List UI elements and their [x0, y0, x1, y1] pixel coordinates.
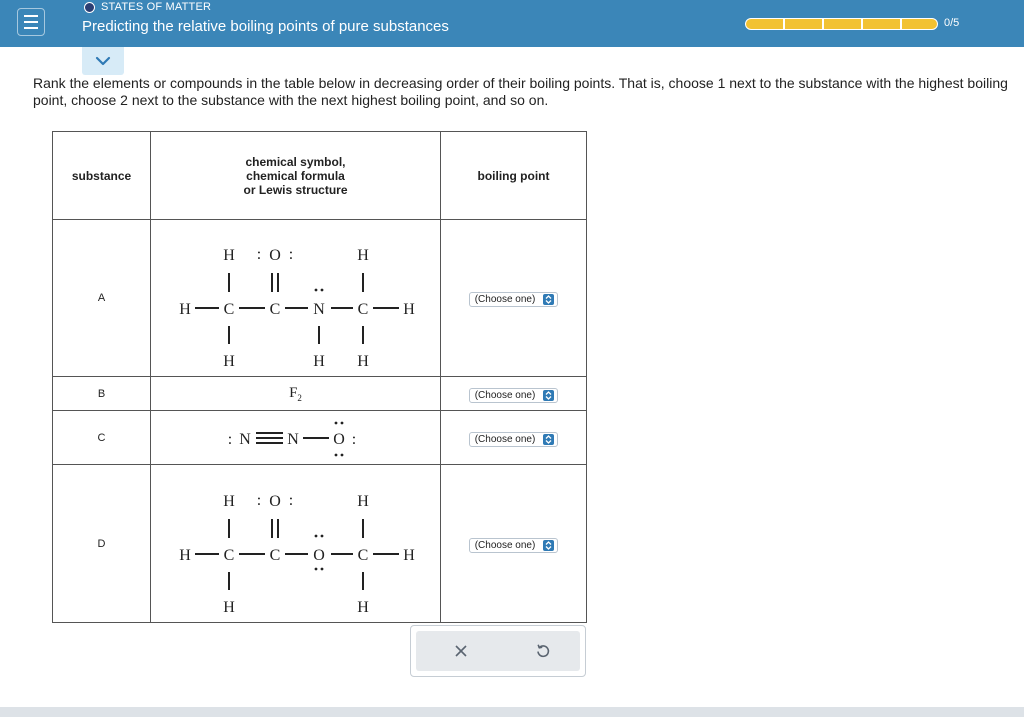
atom-h: H: [356, 492, 369, 510]
select-arrows-icon: [543, 540, 554, 551]
answer-actions: [410, 625, 586, 677]
atom-h: H: [178, 301, 191, 318]
topic-label: [84, 1, 211, 13]
lone-pair: :: [227, 430, 232, 448]
substance-label: B: [53, 377, 151, 411]
lone-pair: :: [288, 246, 293, 263]
select-arrows-icon: [543, 434, 554, 445]
table-header-row: [53, 132, 587, 220]
atom-h: H: [402, 301, 415, 318]
rank-select-b[interactable]: [469, 388, 559, 403]
boiling-point-cell: [441, 465, 587, 623]
select-arrows-icon: [543, 294, 554, 305]
chemical-formula: $F_2$: [289, 385, 302, 403]
atom-h: H: [356, 353, 369, 368]
atom-o: O: [312, 546, 325, 564]
progress-bar: [745, 18, 938, 30]
table-row: [53, 411, 587, 465]
atom-n: N: [312, 301, 325, 318]
table-row: [53, 377, 587, 411]
atom-h: H: [178, 546, 191, 564]
header-boiling-point: boiling point: [441, 132, 587, 220]
lewis-structure-a: [151, 220, 441, 377]
boiling-point-cell: [441, 377, 587, 411]
substance-label: D: [53, 465, 151, 623]
atom-o: O: [268, 247, 281, 264]
atom-n: N: [286, 430, 299, 448]
footer-bar: [0, 707, 1024, 717]
lone-pair: :: [256, 491, 261, 509]
atom-o: O: [268, 492, 281, 510]
select-value: (Choose one): [474, 294, 536, 305]
lone-pair: :: [351, 430, 356, 448]
menu-button[interactable]: [17, 8, 45, 36]
undo-icon: [535, 643, 551, 659]
atom-h: H: [312, 353, 325, 368]
collapse-toggle[interactable]: [82, 47, 124, 75]
atom-c: C: [223, 301, 234, 318]
top-bar: [0, 0, 1024, 47]
atom-c: C: [223, 546, 234, 564]
boiling-point-cell: [441, 411, 587, 465]
atom-h: H: [402, 546, 415, 564]
header-substance: substance: [53, 132, 151, 220]
select-value: (Choose one): [474, 539, 536, 551]
lewis-structure-c: [151, 411, 441, 465]
lone-pair: :: [288, 491, 293, 509]
topic-text: STATES OF MATTER: [101, 1, 212, 13]
lone-pair: :: [256, 246, 261, 263]
clear-button[interactable]: [451, 641, 471, 661]
atom-h: H: [222, 598, 235, 614]
atom-h: H: [356, 247, 369, 264]
reset-button[interactable]: [533, 641, 553, 661]
menu-icon: [24, 15, 38, 17]
substance-label: C: [53, 411, 151, 465]
table-row: [53, 465, 587, 623]
formula-cell-b: [151, 377, 441, 411]
boiling-point-cell: [441, 220, 587, 377]
page-title: Predicting the relative boiling points of pure substances: [82, 18, 449, 35]
atom-h: H: [222, 492, 235, 510]
rank-select-c[interactable]: [469, 432, 559, 447]
ranking-table: [52, 131, 587, 623]
atom-h: H: [222, 353, 235, 368]
select-arrows-icon: [543, 390, 554, 401]
rank-select-a[interactable]: [469, 292, 559, 307]
lewis-structure-ester: [171, 474, 421, 614]
lewis-structure-n2o: [221, 415, 371, 461]
atom-h: H: [356, 598, 369, 614]
header-structure: chemical symbol, chemical formula or Lewis structure: [151, 132, 441, 220]
select-value: (Choose one): [474, 433, 536, 445]
chevron-down-icon: [95, 56, 111, 66]
close-icon: [454, 644, 468, 658]
instructions-text: Rank the elements or compounds in the table below in decreasing order of their boiling points. That is, choose 1 next to the substance with the highest boiling point, choose 2 next to the substance with the next highest boiling point, and so on.: [33, 75, 1008, 108]
lewis-structure-amide: [171, 228, 421, 368]
atom-c: C: [357, 546, 368, 564]
progress-label: 0/5: [944, 17, 960, 29]
substance-label: A: [53, 220, 151, 377]
topic-dot-icon: [84, 2, 95, 13]
atom-c: C: [357, 301, 368, 318]
atom-c: C: [269, 301, 280, 318]
atom-n: N: [238, 430, 251, 448]
table-row: [53, 220, 587, 377]
atom-c: C: [269, 546, 280, 564]
select-value: (Choose one): [474, 389, 536, 401]
atom-h: H: [222, 247, 235, 264]
atom-o: O: [332, 430, 345, 448]
rank-select-d[interactable]: [469, 538, 559, 553]
lewis-structure-d: [151, 465, 441, 623]
